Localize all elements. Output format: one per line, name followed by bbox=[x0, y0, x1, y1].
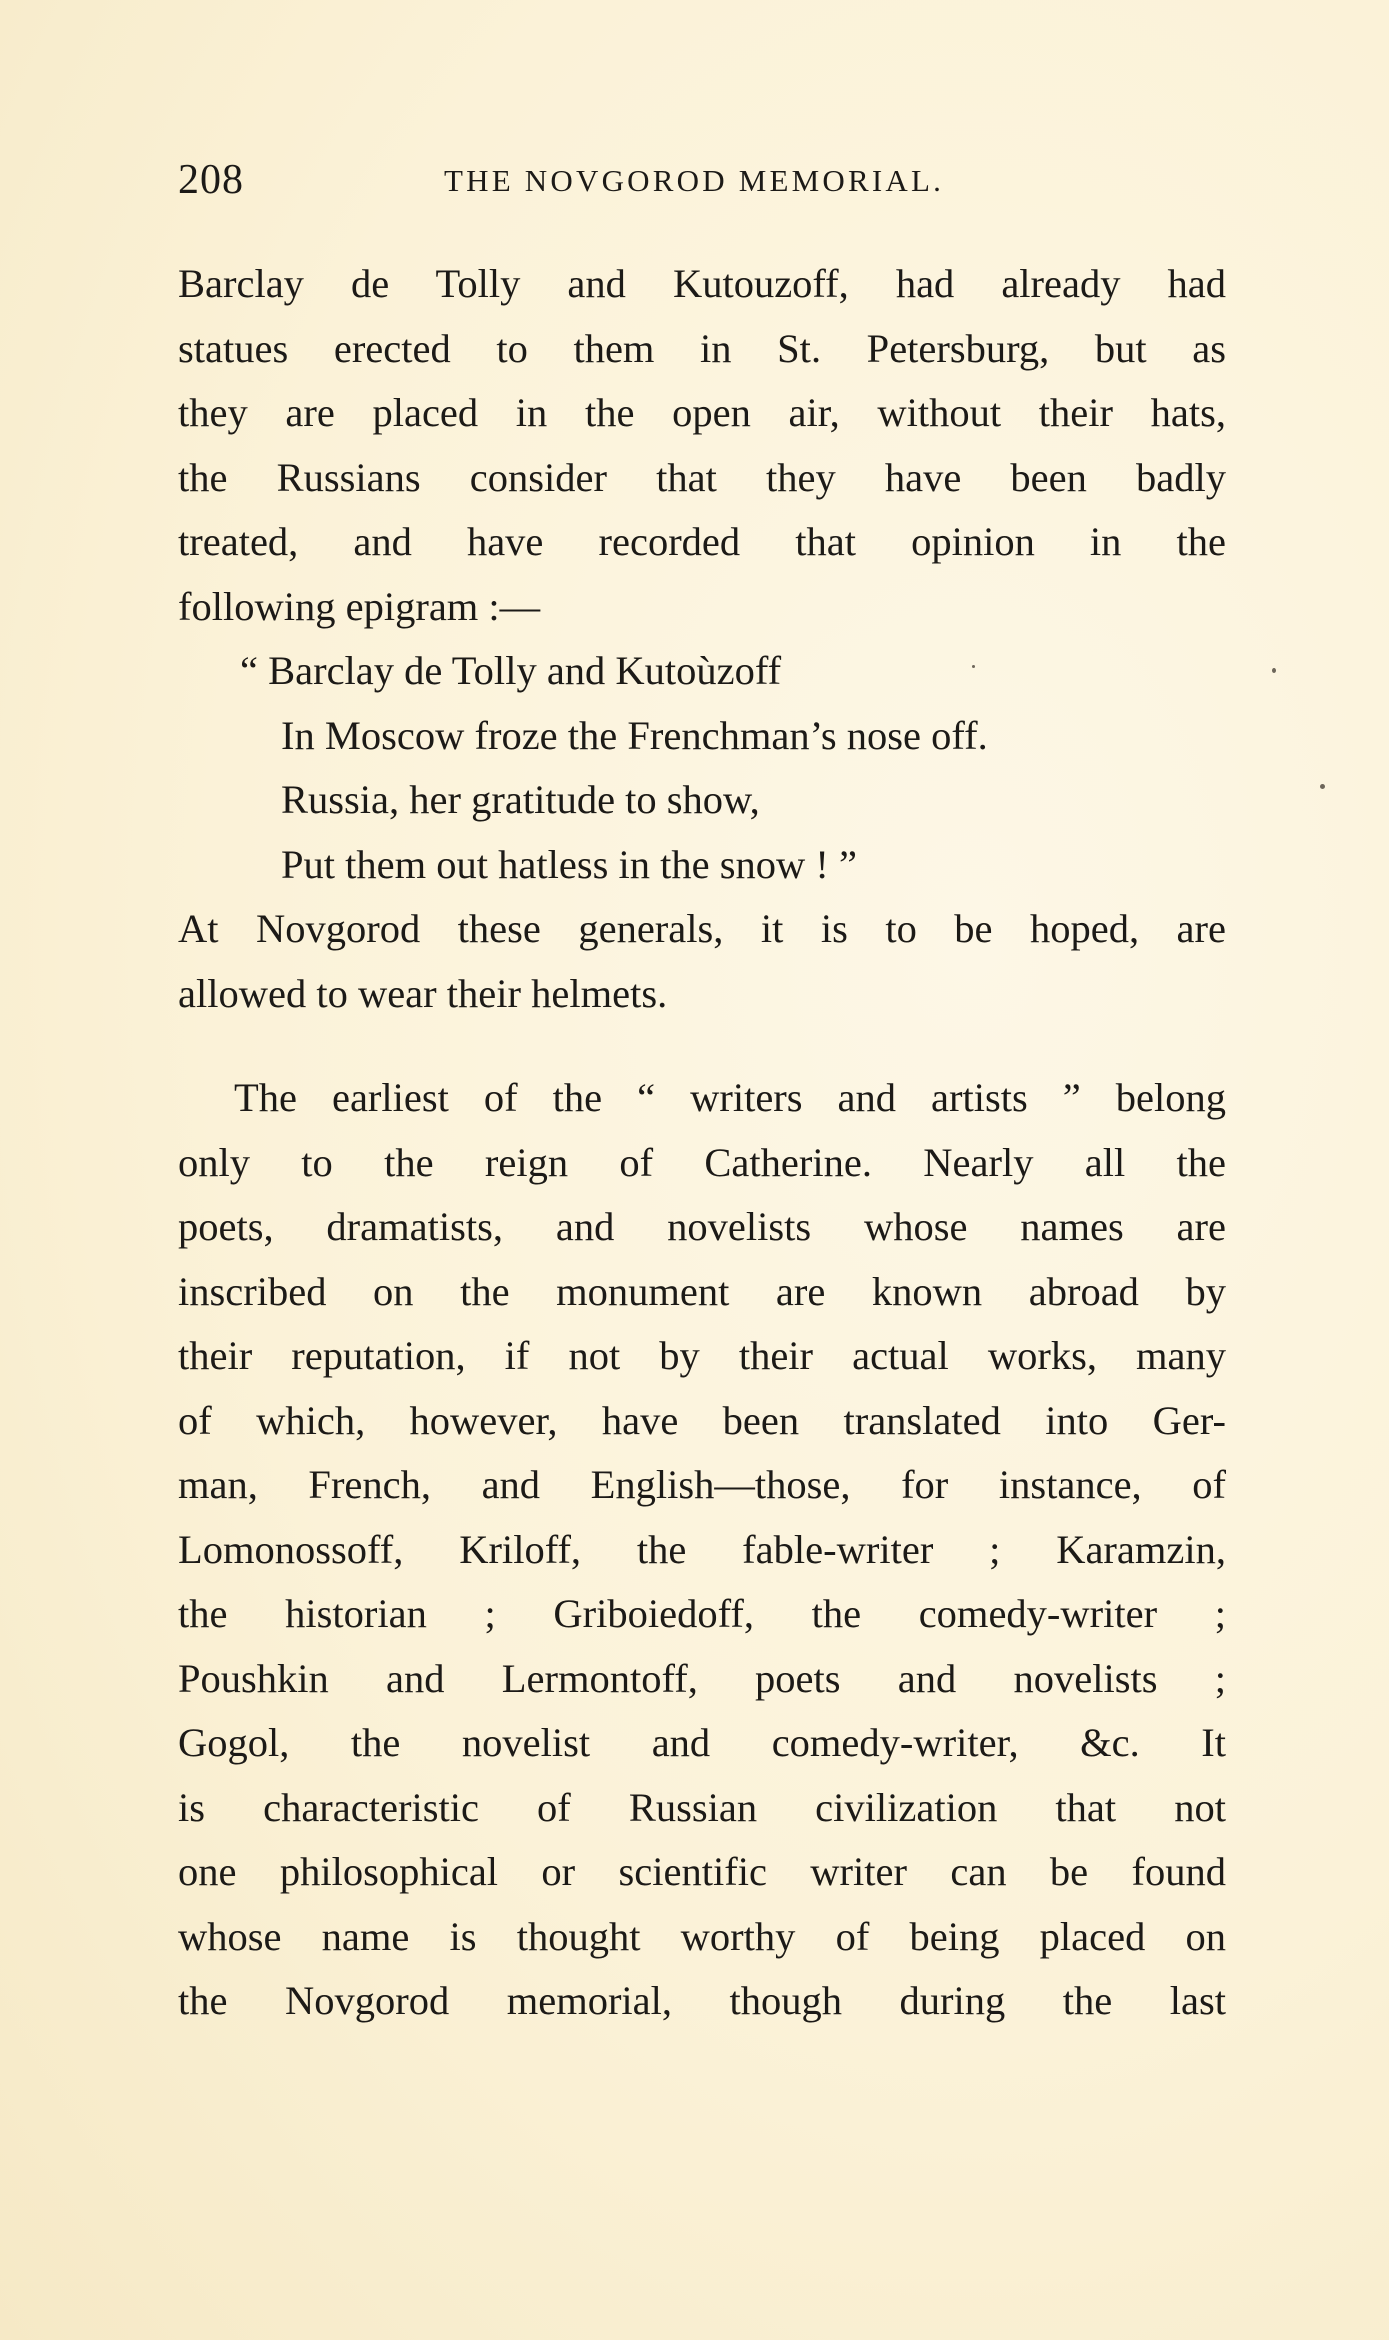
text-line: Barclay de Tolly and Kutouzoff, had already had bbox=[178, 261, 1226, 306]
paragraph-helmets bbox=[178, 897, 1226, 1026]
text-line: following epigram :— bbox=[178, 583, 541, 629]
verse-line: Russia, her gratitude to show, bbox=[281, 777, 760, 822]
text-line: they are placed in the open air, without their hats, bbox=[178, 390, 1226, 435]
text-line: is characteristic of Russian civilization that not bbox=[178, 1784, 1226, 1830]
text-line: of which, however, have been translated into Ger- bbox=[178, 1397, 1226, 1443]
paragraph-generals-statues bbox=[178, 252, 1226, 639]
text-line: the Russians consider that they have been badly bbox=[178, 454, 1226, 500]
text-line: the Novgorod memorial, though during the last bbox=[178, 1978, 1226, 2023]
text-line: inscribed on the monument are known abroad by bbox=[178, 1268, 1226, 1314]
text-line: allowed to wear their helmets. bbox=[178, 970, 668, 1016]
ink-speck bbox=[1272, 668, 1276, 673]
paragraph-gap bbox=[178, 1026, 1226, 1066]
text-line: one philosophical or scientific writer can be found bbox=[178, 1849, 1226, 1894]
text-line: At Novgorod these generals, it is to be hoped, are bbox=[178, 906, 1226, 951]
running-title: THE NOVGOROD MEMORIAL. bbox=[444, 163, 945, 198]
text-line: Lomonossoff, Kriloff, the fable-writer ; Karamzin, bbox=[178, 1526, 1226, 1572]
body-text bbox=[178, 252, 1226, 2034]
verse-line: “ Barclay de Tolly and Kutoùzoff bbox=[240, 648, 782, 693]
text-line: their reputation, if not by their actual works, many bbox=[178, 1333, 1226, 1378]
ink-speck bbox=[1320, 784, 1325, 789]
running-head bbox=[178, 155, 1228, 205]
verse-line: In Moscow froze the Frenchman’s nose off. bbox=[281, 712, 988, 758]
text-line: statues erected to them in St. Petersburg, but as bbox=[178, 325, 1226, 371]
text-line: whose name is thought worthy of being placed on bbox=[178, 1913, 1226, 1959]
text-line: Gogol, the novelist and comedy-writer, &c. It bbox=[178, 1720, 1226, 1765]
text-line: Poushkin and Lermontoff, poets and novelists ; bbox=[178, 1655, 1226, 1701]
page-number: 208 bbox=[178, 157, 244, 203]
text-line: poets, dramatists, and novelists whose names are bbox=[178, 1204, 1226, 1249]
text-line: only to the reign of Catherine. Nearly all the bbox=[178, 1139, 1226, 1185]
text-line: The earliest of the “ writers and artists ” belong bbox=[234, 1075, 1226, 1120]
text-line: treated, and have recorded that opinion in the bbox=[178, 519, 1226, 564]
paragraph-writers-artists bbox=[178, 1066, 1226, 2034]
verse-line: Put them out hatless in the snow ! ” bbox=[281, 841, 857, 887]
ink-speck bbox=[972, 665, 975, 668]
text-line: man, French, and English—those, for instance, of bbox=[178, 1462, 1226, 1507]
text-line: the historian ; Griboiedoff, the comedy-writer ; bbox=[178, 1591, 1226, 1636]
epigram-verse bbox=[178, 639, 1226, 897]
